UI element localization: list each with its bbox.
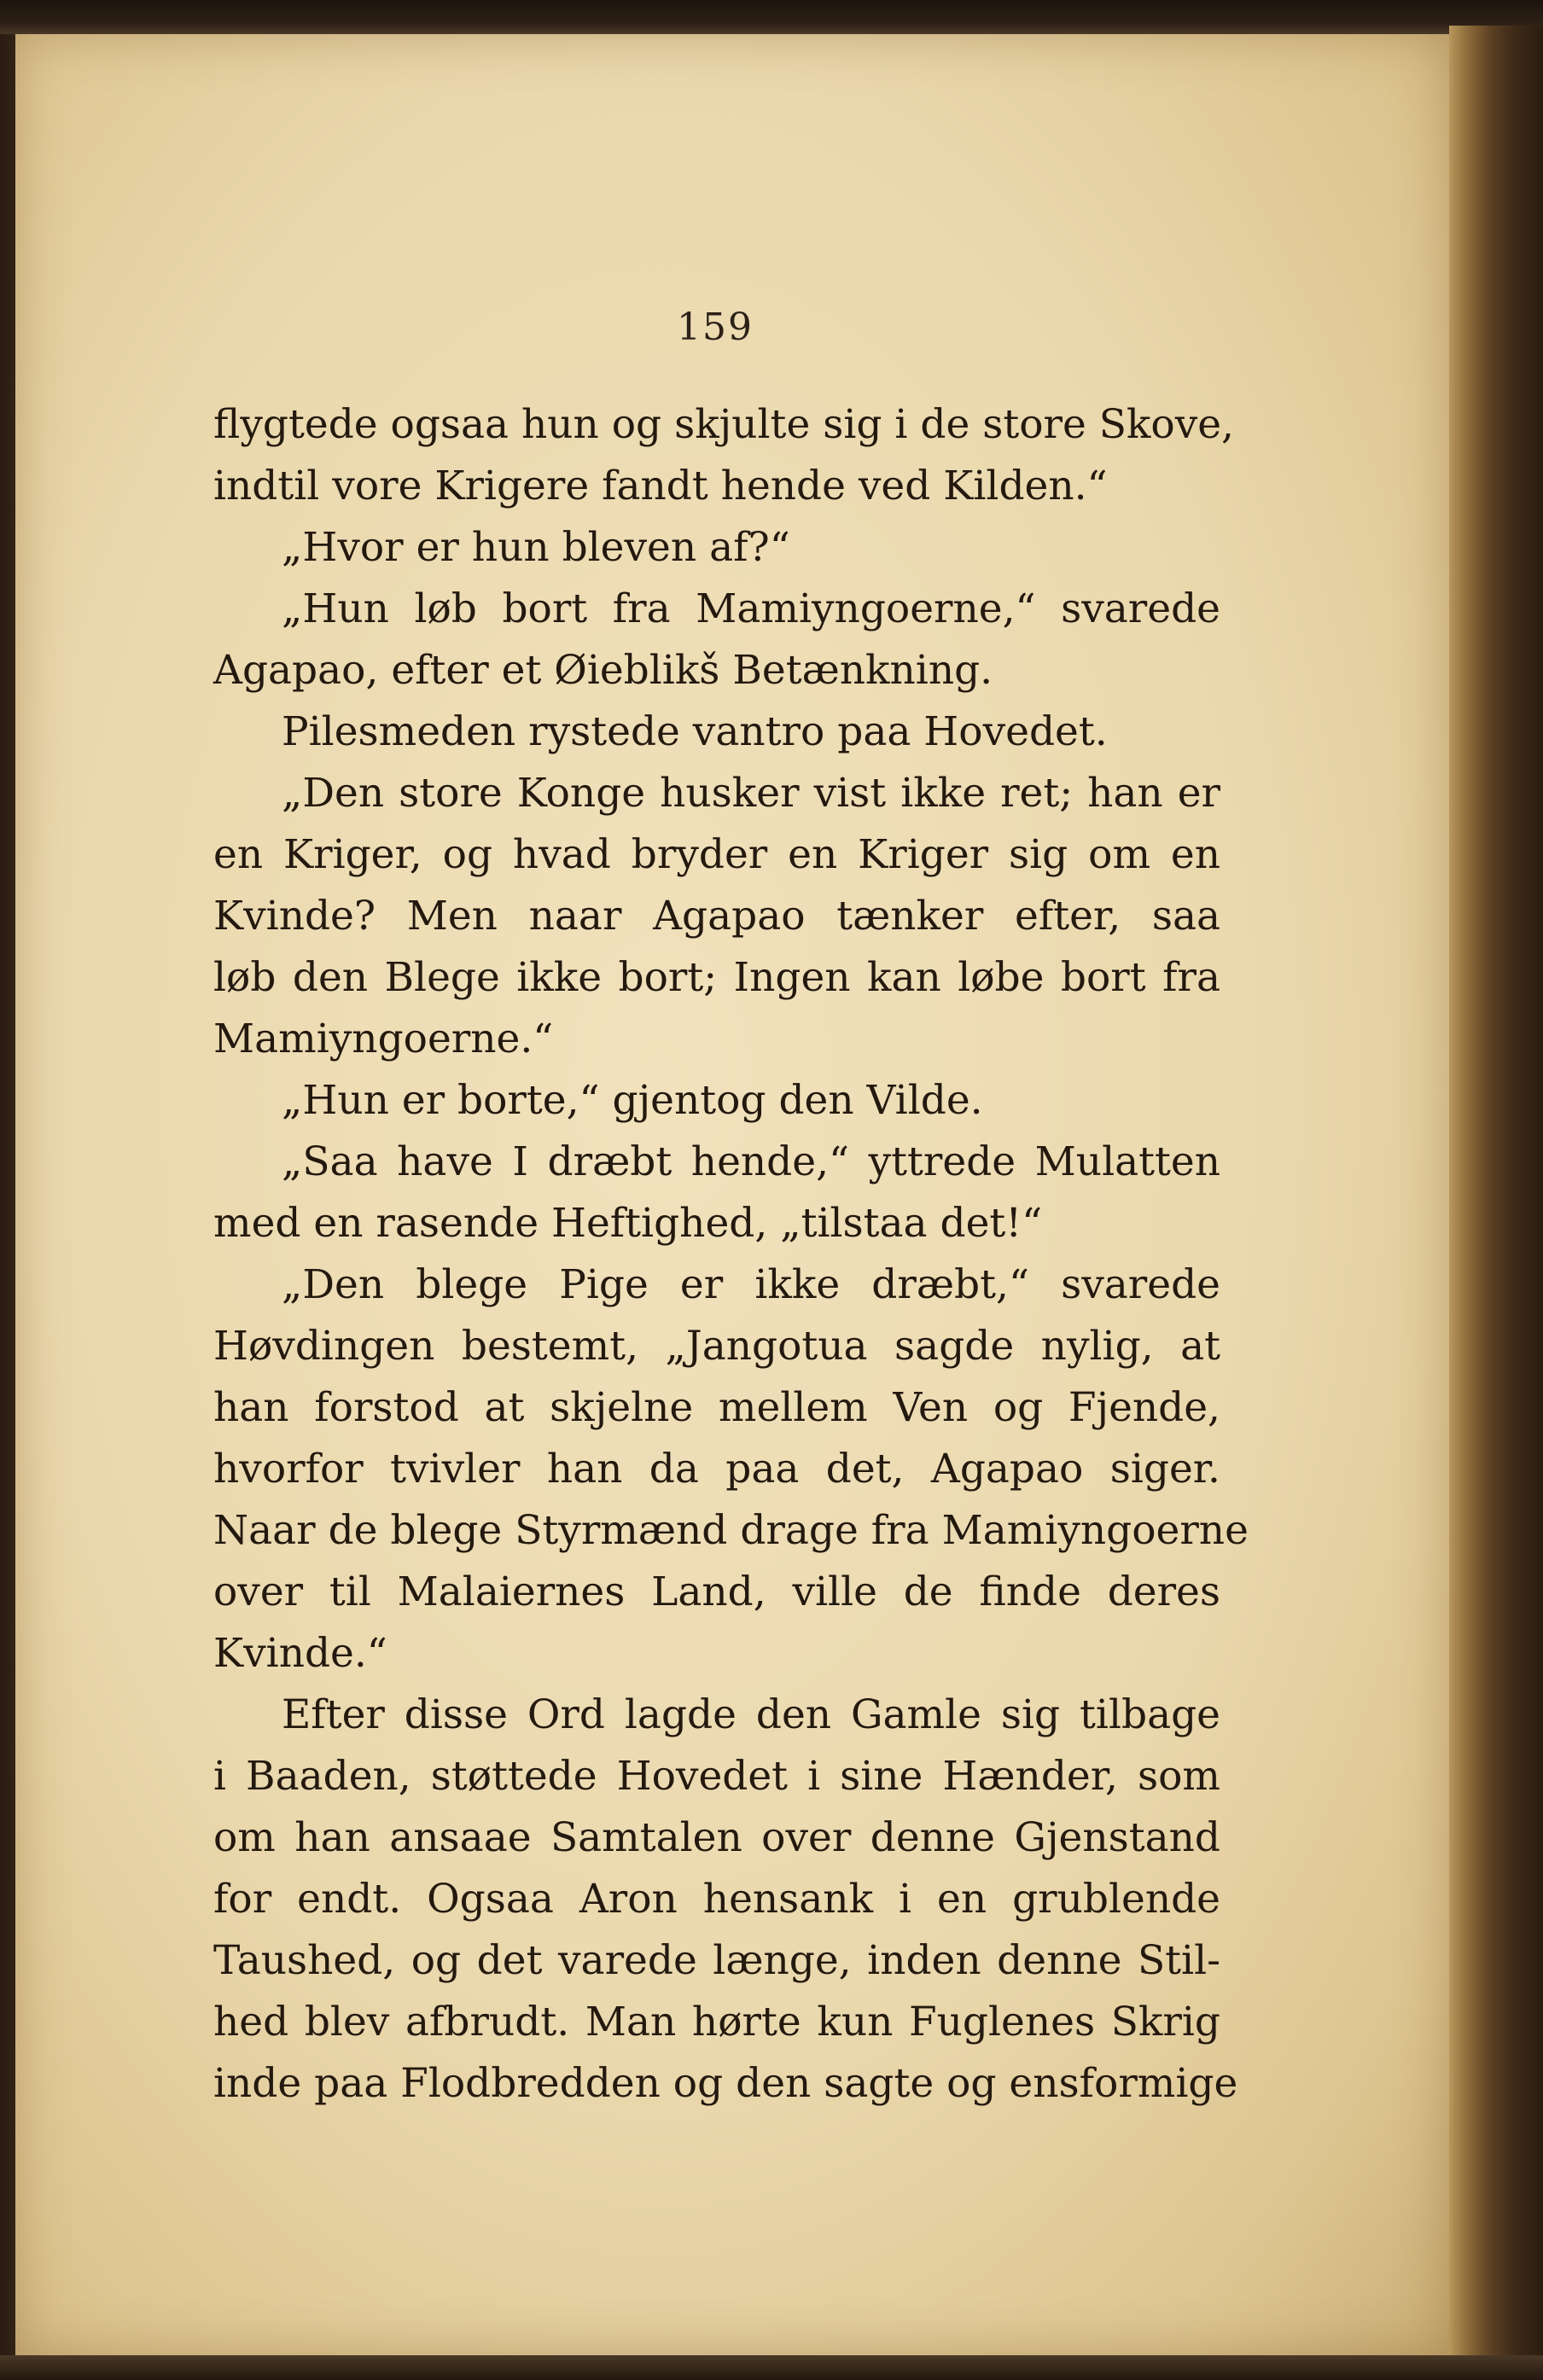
text-line: Naar de blege Styrmænd drage fra Mamiyngoerne: [213, 1507, 1249, 1554]
text-line: Efter disse Ord lagde den Gamle sig tilbage: [282, 1691, 1220, 1738]
text-line: over til Malaiernes Land, ville de finde deres: [213, 1568, 1220, 1615]
text-line: inde paa Flodbredden og den sagte og ensformige: [213, 2060, 1238, 2107]
text-line: „Hun er borte,“ gjentog den Vilde.: [282, 1077, 983, 1124]
page-number: 159: [677, 306, 754, 349]
text-line: „Hvor er hun bleven af?“: [282, 524, 790, 571]
text-line: for endt. Ogsaa Aron hensank i en grublende: [213, 1876, 1220, 1923]
text-line: en Kriger, og hvad bryder en Kriger sig om en: [213, 831, 1220, 878]
text-line: Agapao, efter et Øieblikš Betænkning.: [213, 647, 993, 694]
page-edge-shadow: [1449, 26, 1543, 2364]
text-line: med en rasende Heftighed, „tilstaa det!“: [213, 1200, 1043, 1247]
text-line: hvorfor tvivler han da paa det, Agapao siger.: [213, 1446, 1220, 1493]
text-line: „Hun løb bort fra Mamiyngoerne,“ svarede: [282, 585, 1220, 632]
scan-top-edge: [0, 0, 1543, 34]
text-line: „Saa have I dræbt hende,“ yttrede Mulatten: [282, 1138, 1220, 1185]
text-line: flygtede ogsaa hun og skjulte sig i de store Skove,: [213, 401, 1234, 448]
book-page: [15, 34, 1449, 2355]
text-line: hed blev afbrudt. Man hørte kun Fuglenes Skrig: [213, 1999, 1220, 2045]
text-line: Pilesmeden rystede vantro paa Hovedet.: [282, 708, 1108, 755]
text-line: om han ansaae Samtalen over denne Gjenstand: [213, 1814, 1220, 1861]
text-line: Kvinde.“: [213, 1630, 387, 1677]
text-line: han forstod at skjelne mellem Ven og Fjende,: [213, 1384, 1220, 1431]
text-line: „Den blege Pige er ikke dræbt,“ svarede: [282, 1261, 1220, 1308]
text-line: indtil vore Krigere fandt hende ved Kilden.“: [213, 463, 1108, 509]
scan-bottom-edge: [0, 2355, 1543, 2380]
text-line: Kvinde? Men naar Agapao tænker efter, saa: [213, 893, 1220, 940]
text-line: Taushed, og det varede længe, inden denne Stil-: [213, 1937, 1220, 1984]
text-line: løb den Blege ikke bort; Ingen kan løbe bort fra: [213, 954, 1220, 1001]
text-line: Mamiyngoerne.“: [213, 1015, 554, 1062]
text-line: „Den store Konge husker vist ikke ret; han er: [282, 770, 1220, 817]
text-line: Høvdingen bestemt, „Jangotua sagde nylig, at: [213, 1323, 1220, 1370]
text-line: i Baaden, støttede Hovedet i sine Hænder, som: [213, 1753, 1220, 1800]
